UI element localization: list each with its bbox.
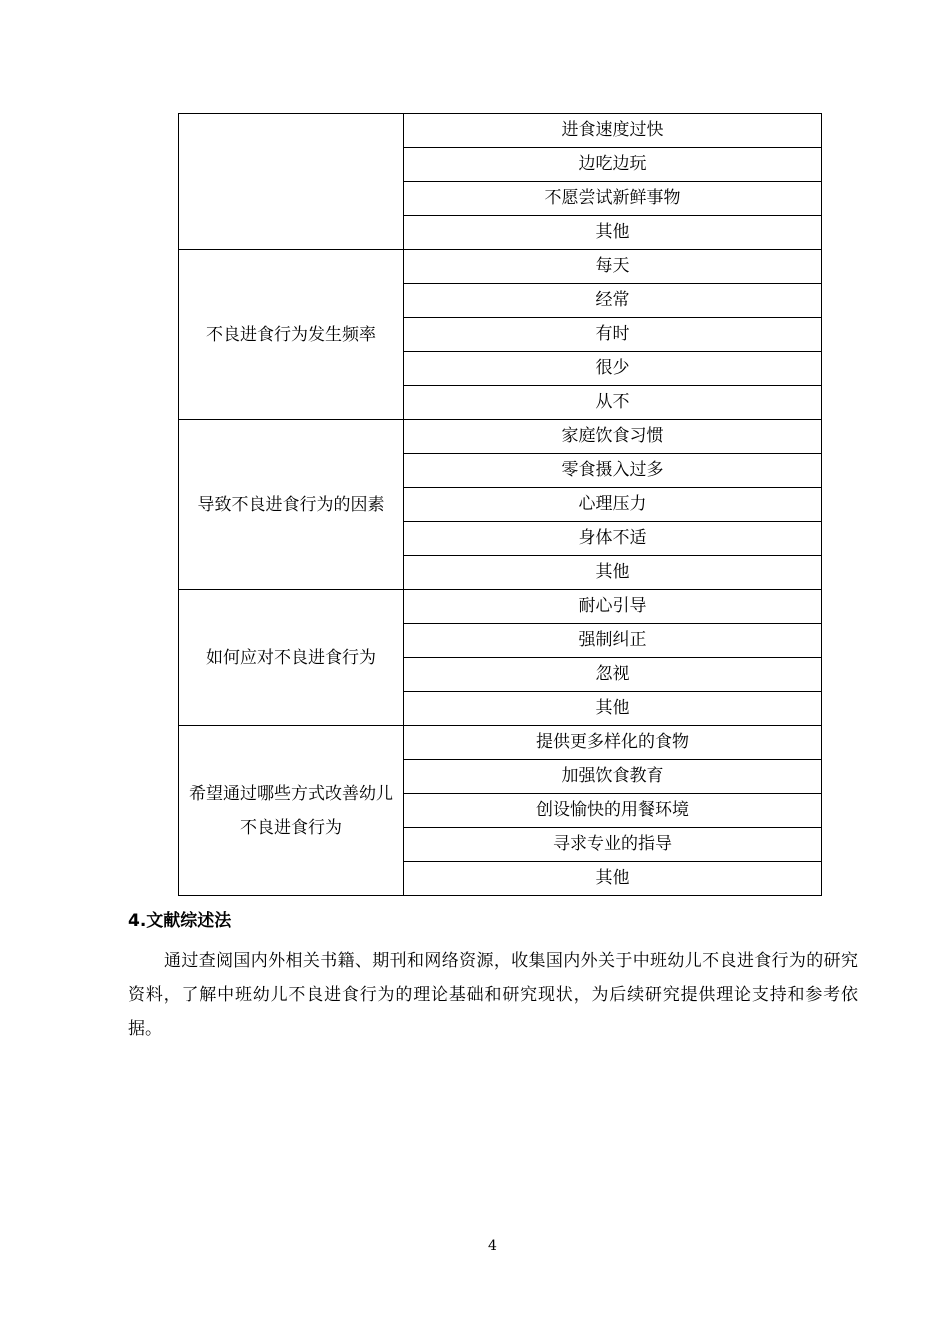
option-cell: 家庭饮食习惯 [404,420,822,454]
section-paragraph: 通过查阅国内外相关书籍、期刊和网络资源，收集国内外关于中班幼儿不良进食行为的研究资料，了解中班幼儿不良进食行为的理论基础和研究现状，为后续研究提供理论支持和参考依据。 [128,951,858,1039]
table-row [179,114,822,148]
table-row [179,420,822,454]
option-cell: 其他 [404,556,822,590]
table-row [179,250,822,284]
category-cell: 导致不良进食行为的因素 [179,420,404,590]
page-number: 4 [488,1238,497,1254]
option-cell: 很少 [404,352,822,386]
option-cell: 边吃边玩 [404,148,822,182]
category-cell: 如何应对不良进食行为 [179,590,404,726]
option-cell: 提供更多样化的食物 [404,726,822,760]
section-heading: 4.文献综述法 [128,911,232,931]
option-cell: 经常 [404,284,822,318]
table-row [179,590,822,624]
option-cell: 强制纠正 [404,624,822,658]
option-cell: 零食摄入过多 [404,454,822,488]
option-cell: 每天 [404,250,822,284]
option-cell: 从不 [404,386,822,420]
option-cell: 其他 [404,216,822,250]
table-row [179,726,822,760]
category-cell: 希望通过哪些方式改善幼儿不良进食行为 [179,726,404,896]
option-cell: 进食速度过快 [404,114,822,148]
option-cell: 不愿尝试新鲜事物 [404,182,822,216]
option-cell: 耐心引导 [404,590,822,624]
option-cell: 有时 [404,318,822,352]
option-cell: 加强饮食教育 [404,760,822,794]
option-cell: 忽视 [404,658,822,692]
option-cell: 心理压力 [404,488,822,522]
option-cell: 身体不适 [404,522,822,556]
option-cell: 创设愉快的用餐环境 [404,794,822,828]
option-cell: 其他 [404,862,822,896]
option-cell: 其他 [404,692,822,726]
table-body [179,114,822,896]
survey-table [178,113,822,896]
category-cell [179,114,404,250]
category-cell: 不良进食行为发生频率 [179,250,404,420]
option-cell: 寻求专业的指导 [404,828,822,862]
